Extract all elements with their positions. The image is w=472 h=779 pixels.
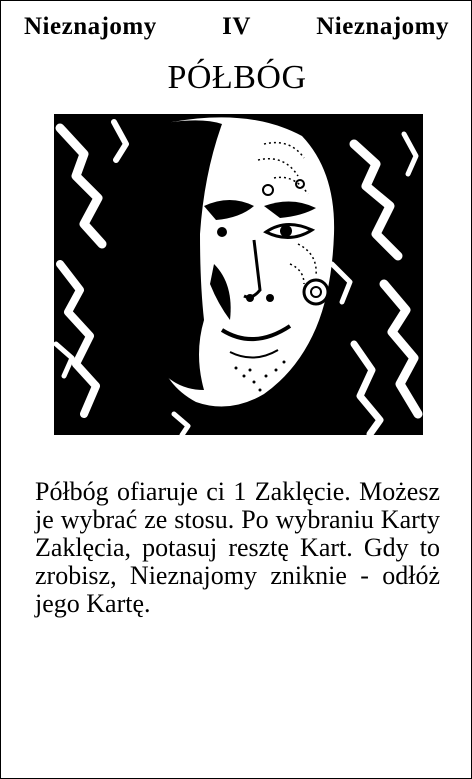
demigod-illustration — [54, 114, 423, 435]
card-description: Półbóg ofiaruje ci 1 Zaklęcie. Możesz je wybrać ze stosu. Po wybraniu Karty Zaklęcia, potasuj resztę Kart. Gdy to zrobisz, Nieznajomy zniknie - odłóż jego Kartę. — [35, 477, 440, 618]
card-header — [24, 9, 449, 45]
header-right-label: Nieznajomy — [316, 13, 449, 40]
card-title: PÓŁBÓG — [167, 59, 307, 96]
demigod-face-icon — [54, 114, 423, 435]
header-level-label: IV — [222, 13, 251, 40]
header-left-label: Nieznajomy — [24, 13, 157, 40]
